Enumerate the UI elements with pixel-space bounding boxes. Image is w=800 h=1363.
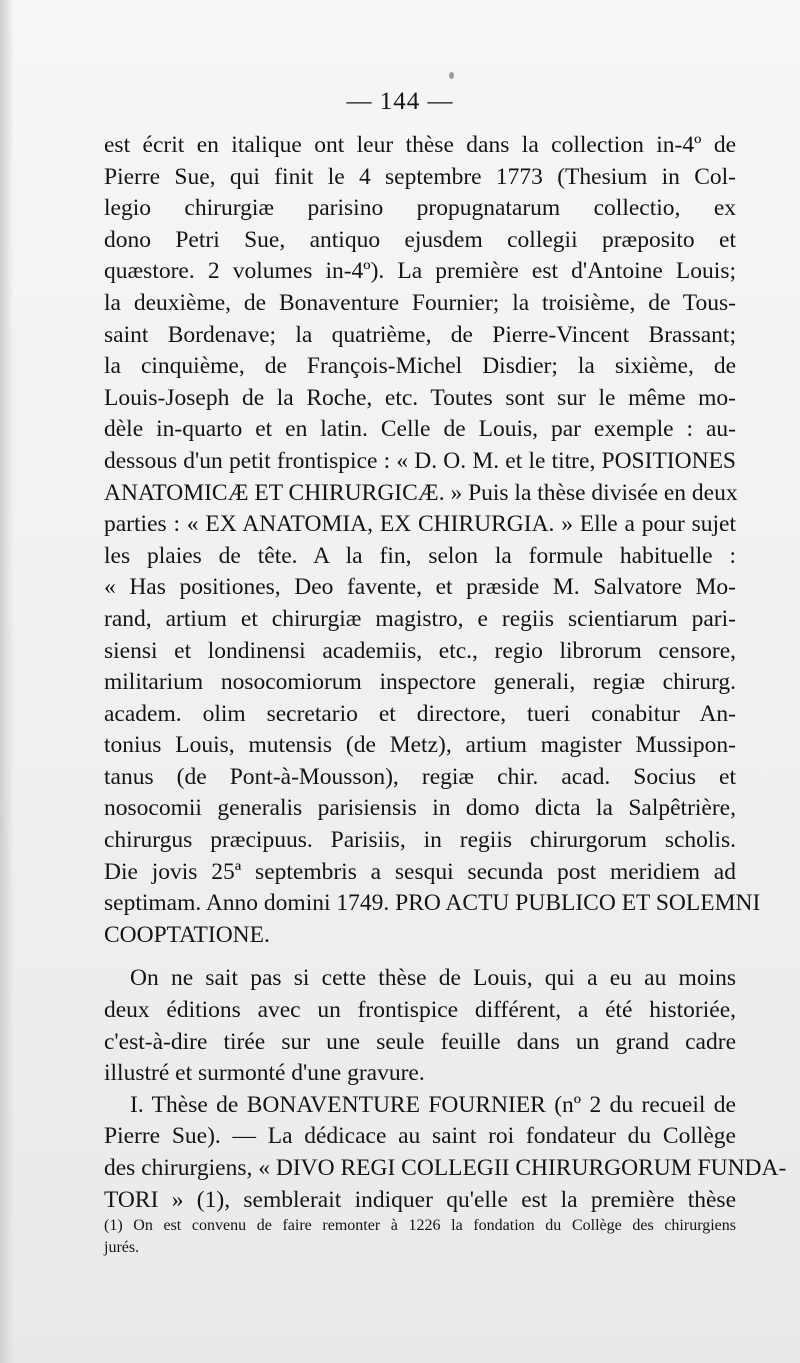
text-line: rand, artium et chirurgiæ magistro, e regiis scientiarum pari- <box>104 605 736 632</box>
ink-spot <box>449 72 454 79</box>
text-line: quæstore. 2 volumes in-4º). La première est d'Antoine Louis; <box>104 258 736 285</box>
text-line: I. Thèse de BONAVENTURE FOURNIER (nº 2 du recueil de <box>130 1091 736 1118</box>
text-line: illustré et surmonté d'une gravure. <box>104 1060 425 1087</box>
page-number: — 144 — <box>346 88 454 115</box>
text-line: dessous d'un petit frontispice : « D. O. M. et le titre, POSITIONES <box>104 447 736 474</box>
text-line: ANATOMICÆ ET CHIRURGICÆ. » Puis la thèse divisée en deux <box>104 479 738 506</box>
footnote-line: (1) On est convenu de faire remonter à 1226 la fondation du Collège des chirurgiens <box>104 1217 736 1234</box>
text-line: la cinquième, de François-Michel Disdier; la sixième, de <box>104 353 736 380</box>
text-line: Die jovis 25ª septembris a sesqui secunda post meridiem ad <box>104 858 736 885</box>
text-line: Pierre Sue). — La dédicace au saint roi fondateur du Collège <box>104 1123 736 1150</box>
text-line: dono Petri Sue, antiquo ejusdem collegii præposito et <box>104 226 736 253</box>
text-line: « Has positiones, Deo favente, et præside M. Salvatore Mo- <box>104 574 736 601</box>
text-line: est écrit en italique ont leur thèse dans la collection in-4º de <box>104 132 736 158</box>
footnote-line: jurés. <box>104 1239 140 1256</box>
text-line: Louis-Joseph de la Roche, etc. Toutes sont sur le même mo- <box>104 384 736 411</box>
text-line: militarium nosocomiorum inspectore generali, regiæ chirurg. <box>104 669 736 696</box>
text-line: chirurgus præcipuus. Parisiis, in regiis chirurgorum scholis. <box>104 827 736 854</box>
text-line: des chirurgiens, « DIVO REGI COLLEGII CHIRURGORUM FUNDA- <box>104 1155 787 1181</box>
text-line: septimam. Anno domini 1749. PRO ACTU PUBLICO ET SOLEMNI <box>104 890 761 917</box>
text-line: parties : « EX ANATOMIA, EX CHIRURGIA. » Elle a pour sujet <box>104 511 736 538</box>
text-line: TORI » (1), semblerait indiquer qu'elle est la première thèse <box>104 1186 736 1213</box>
page-edge-shadow <box>0 0 14 1363</box>
paragraph-gap <box>104 951 736 963</box>
text-line: saint Bordenave; la quatrième, de Pierre-Vincent Brassant; <box>104 321 736 348</box>
text-line: c'est-à-dire tirée sur une seule feuille dans un grand cadre <box>104 1028 736 1055</box>
text-line: tanus (de Pont-à-Mousson), regiæ chir. acad. Socius et <box>104 763 736 790</box>
text-line: siensi et londinensi academiis, etc., regio librorum censore, <box>104 637 736 664</box>
text-line: la deuxième, de Bonaventure Fournier; la troisième, de Tous- <box>104 289 736 316</box>
text-line: nosocomii generalis parisiensis in domo dicta la Salpêtrière, <box>104 795 736 822</box>
text-line: legio chirurgiæ parisino propugnatarum collectio, ex <box>104 195 736 222</box>
text-line: les plaies de tête. A la fin, selon la formule habituelle : <box>104 542 736 569</box>
text-line: academ. olim secretario et directore, tueri conabitur An- <box>104 700 736 727</box>
text-line: COOPTATIONE. <box>104 921 270 948</box>
text-line: dèle in-quarto et en latin. Celle de Louis, par exemple : au- <box>104 416 736 443</box>
text-line: deux éditions avec un frontispice différent, a été historiée, <box>104 997 736 1024</box>
text-line: Pierre Sue, qui finit le 4 septembre 1773 (Thesium in Col- <box>104 163 736 190</box>
footnote <box>104 1215 736 1259</box>
text-line: tonius Louis, mutensis (de Metz), artium magister Mussipon- <box>104 732 736 759</box>
text-line: On ne sait pas si cette thèse de Louis, qui a eu au moins <box>130 965 736 992</box>
main-text <box>104 130 787 1216</box>
